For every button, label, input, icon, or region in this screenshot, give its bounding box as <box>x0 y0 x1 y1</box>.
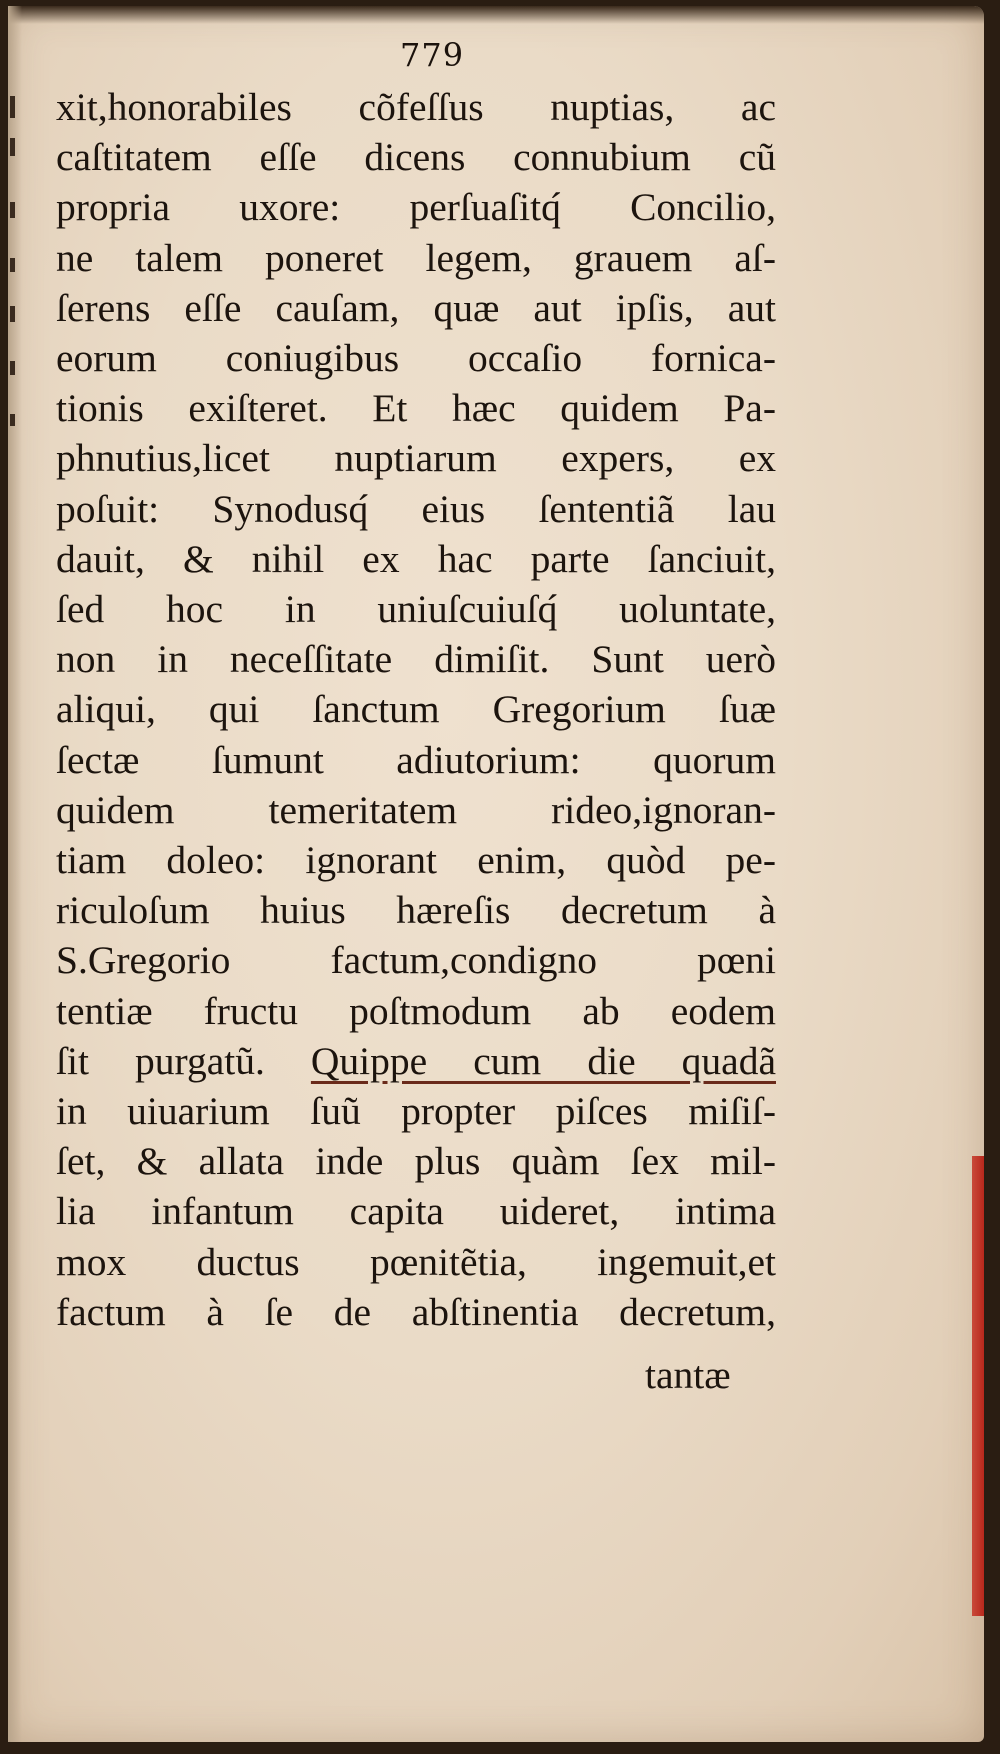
body-text <box>56 82 776 1337</box>
text-line: phnutius,licet nuptiarum expers, ex <box>56 436 776 481</box>
text-line: riculoſum huius hæreſis decretum à <box>56 888 776 933</box>
red-page-edge <box>972 1156 984 1616</box>
text-line: ſet, & allata inde plus quàm ſex mil- <box>56 1139 776 1184</box>
text-line: quidem temeritatem rideo,ignoran- <box>56 787 776 832</box>
text-line: ſed hoc in uniuſcuiuſq́ uoluntate, <box>56 587 776 632</box>
text-line: tiam doleo: ignorant enim, quòd pe- <box>56 838 776 883</box>
text-line-underlined <box>56 1036 776 1086</box>
text-line: mox ductus pœnitẽtia, ingemuit,et <box>56 1239 776 1284</box>
text-line: tionis exiſteret. Et hæc quidem Pa- <box>56 386 776 431</box>
text-line: caſtitatem eſſe dicens connubium cũ <box>56 135 776 180</box>
text-line: tentiæ fructu poſtmodum ab eodem <box>56 988 776 1033</box>
binding-mark <box>10 202 15 218</box>
text-line: factum à ſe de abſtinentia decretum, <box>56 1289 776 1334</box>
text-line: ſerens eſſe cauſam, quæ aut ipſis, aut <box>56 285 776 330</box>
binding-mark <box>10 96 15 118</box>
page-number: 779 <box>400 36 465 74</box>
text-line: xit,honorabiles cõfeſſus nuptias, ac <box>56 85 776 129</box>
text-line: dauit, & nihil ex hac parte ſanciuit, <box>56 536 776 581</box>
top-shadow <box>8 6 984 24</box>
line-start-text: ſit purgatũ. <box>56 1038 311 1083</box>
text-line: ſectæ ſumunt adiutorium: quorum <box>56 737 776 782</box>
underlined-phrase: Quippe cum die quadã <box>310 1038 776 1083</box>
text-line: ne talem poneret legem, grauem aſ- <box>56 235 776 280</box>
binding-mark <box>10 306 15 322</box>
text-line: lia infantum capita uideret, intima <box>56 1189 776 1234</box>
binding-mark <box>10 414 15 426</box>
text-line: aliqui, qui ſanctum Gregorium ſuæ <box>56 687 776 732</box>
binding-mark <box>10 361 15 375</box>
binding-mark <box>10 258 15 272</box>
text-line: in uiuarium ſuũ propter piſces miſiſ- <box>56 1089 776 1134</box>
text-line: S.Gregorio factum,condigno pœni <box>56 938 776 983</box>
text-line: non in neceſſitate dimiſit. Sunt uerò <box>56 637 776 682</box>
binding-gutter <box>8 6 22 1742</box>
catchword: tantæ <box>645 1353 731 1397</box>
text-line: eorum coniugibus occaſio fornica- <box>56 336 776 381</box>
text-line: propria uxore: perſuaſitq́ Concilio, <box>56 185 776 230</box>
binding-mark <box>10 138 15 156</box>
text-line: poſuit: Synodusq́ eius ſententiã lau <box>56 486 776 531</box>
